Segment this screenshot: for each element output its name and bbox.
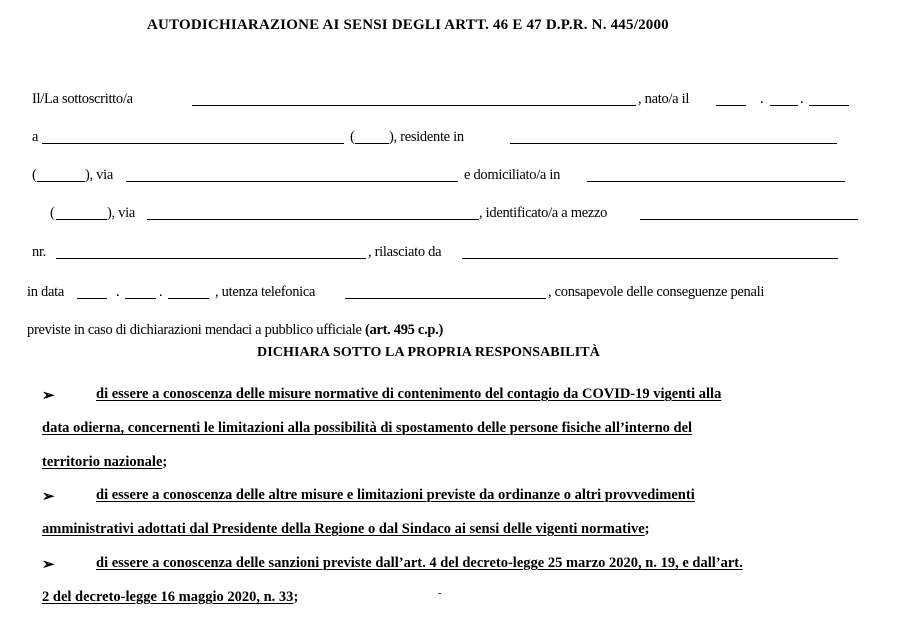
bullet-1-line-3-text: territorio nazionale — [42, 454, 163, 470]
issue-year-line[interactable] — [168, 298, 209, 299]
birth-year-line[interactable] — [809, 105, 849, 106]
via-label-1: ), via — [85, 167, 113, 183]
consapevole-label: , consapevole delle conseguenze penali — [548, 284, 765, 300]
bullet-2-line-2-text: amministrativi adottati dal Presidente della Regione o dal Sindaco ai sensi delle vigenti normative — [42, 521, 645, 537]
nato-label: , nato/a il — [638, 91, 690, 107]
identificato-label: , identificato/a a mezzo — [479, 205, 608, 221]
residence-street-line[interactable] — [126, 181, 458, 182]
issuer-line[interactable] — [462, 258, 838, 259]
domicile-line[interactable] — [587, 181, 845, 182]
bullet-2-line-1: di essere a conoscenza delle altre misure e limitazioni previste da ordinanze o altri provvedimenti — [96, 487, 695, 503]
a-label: a — [32, 129, 39, 145]
issue-month-line[interactable] — [125, 298, 156, 299]
birth-date-sep-1: . — [760, 91, 764, 107]
previste-text — [27, 321, 443, 339]
bullet-arrow-icon: ➢ — [42, 557, 55, 573]
bullet-2-end: ; — [644, 521, 650, 537]
birthplace-line[interactable] — [42, 143, 344, 144]
bullet-1-line-1: di essere a conoscenza delle misure normative di contenimento del contagio da COVID-19 vigenti alla — [96, 386, 722, 402]
birth-day-line[interactable] — [716, 105, 746, 106]
residence-line[interactable] — [510, 143, 837, 144]
domiciliato-label: e domiciliato/a in — [464, 167, 561, 183]
residente-label: ), residente in — [389, 129, 464, 145]
paren-open-2: ( — [32, 167, 37, 183]
bullet-2-line-2 — [42, 520, 650, 538]
nr-label: nr. — [32, 244, 47, 260]
bullet-arrow-icon: ➢ — [42, 388, 55, 404]
paren-open-3: ( — [50, 205, 55, 221]
birth-date-sep-2: . — [800, 91, 804, 107]
sottoscritto-label: Il/La sottoscritto/a — [32, 91, 133, 107]
name-field-line[interactable] — [192, 105, 636, 106]
bullet-3-line-2 — [42, 588, 298, 606]
bullet-3-line-1: di essere a conoscenza delle sanzioni previste dall’art. 4 del decreto-legge 25 marzo 2020, n. 19, e dall’art. — [96, 555, 743, 571]
domicile-street-line[interactable] — [147, 219, 479, 220]
phone-line[interactable] — [345, 298, 546, 299]
stray-mark: - — [438, 587, 442, 599]
bullet-1-line-3 — [42, 453, 167, 471]
birth-province-line[interactable] — [355, 143, 389, 144]
declaration-heading: DICHIARA SOTTO LA PROPRIA RESPONSABILITÀ — [257, 345, 600, 360]
previste-span: previste in caso di dichiarazioni mendaci a pubblico ufficiale — [27, 322, 362, 338]
birth-month-line[interactable] — [770, 105, 798, 106]
bullet-1-line-2: data odierna, concernenti le limitazioni alla possibilità di spostamento delle persone fisiche all’interno del — [42, 420, 693, 436]
rilasciato-label: , rilasciato da — [368, 244, 442, 260]
residence-province-line[interactable] — [37, 181, 85, 182]
document-title: AUTODICHIARAZIONE AI SENSI DEGLI ARTT. 46 E 47 D.P.R. N. 445/2000 — [147, 17, 669, 33]
paren-open-1: ( — [350, 129, 355, 145]
bullet-1-end: ; — [162, 454, 168, 470]
via-label-2: ), via — [107, 205, 135, 221]
document-number-line[interactable] — [56, 258, 366, 259]
bullet-arrow-icon: ➢ — [42, 489, 55, 505]
id-document-line[interactable] — [640, 219, 858, 220]
in-data-label: in data — [27, 284, 64, 300]
issue-date-sep-2: . — [159, 284, 163, 300]
bullet-3-line-2-text: 2 del decreto-legge 16 maggio 2020, n. 33 — [42, 589, 294, 605]
bullet-3-end: ; — [293, 589, 299, 605]
art-reference: (art. 495 c.p.) — [364, 322, 444, 338]
domicile-province-line[interactable] — [56, 219, 107, 220]
utenza-label: , utenza telefonica — [215, 284, 316, 300]
issue-day-line[interactable] — [77, 298, 107, 299]
issue-date-sep-1: . — [116, 284, 120, 300]
